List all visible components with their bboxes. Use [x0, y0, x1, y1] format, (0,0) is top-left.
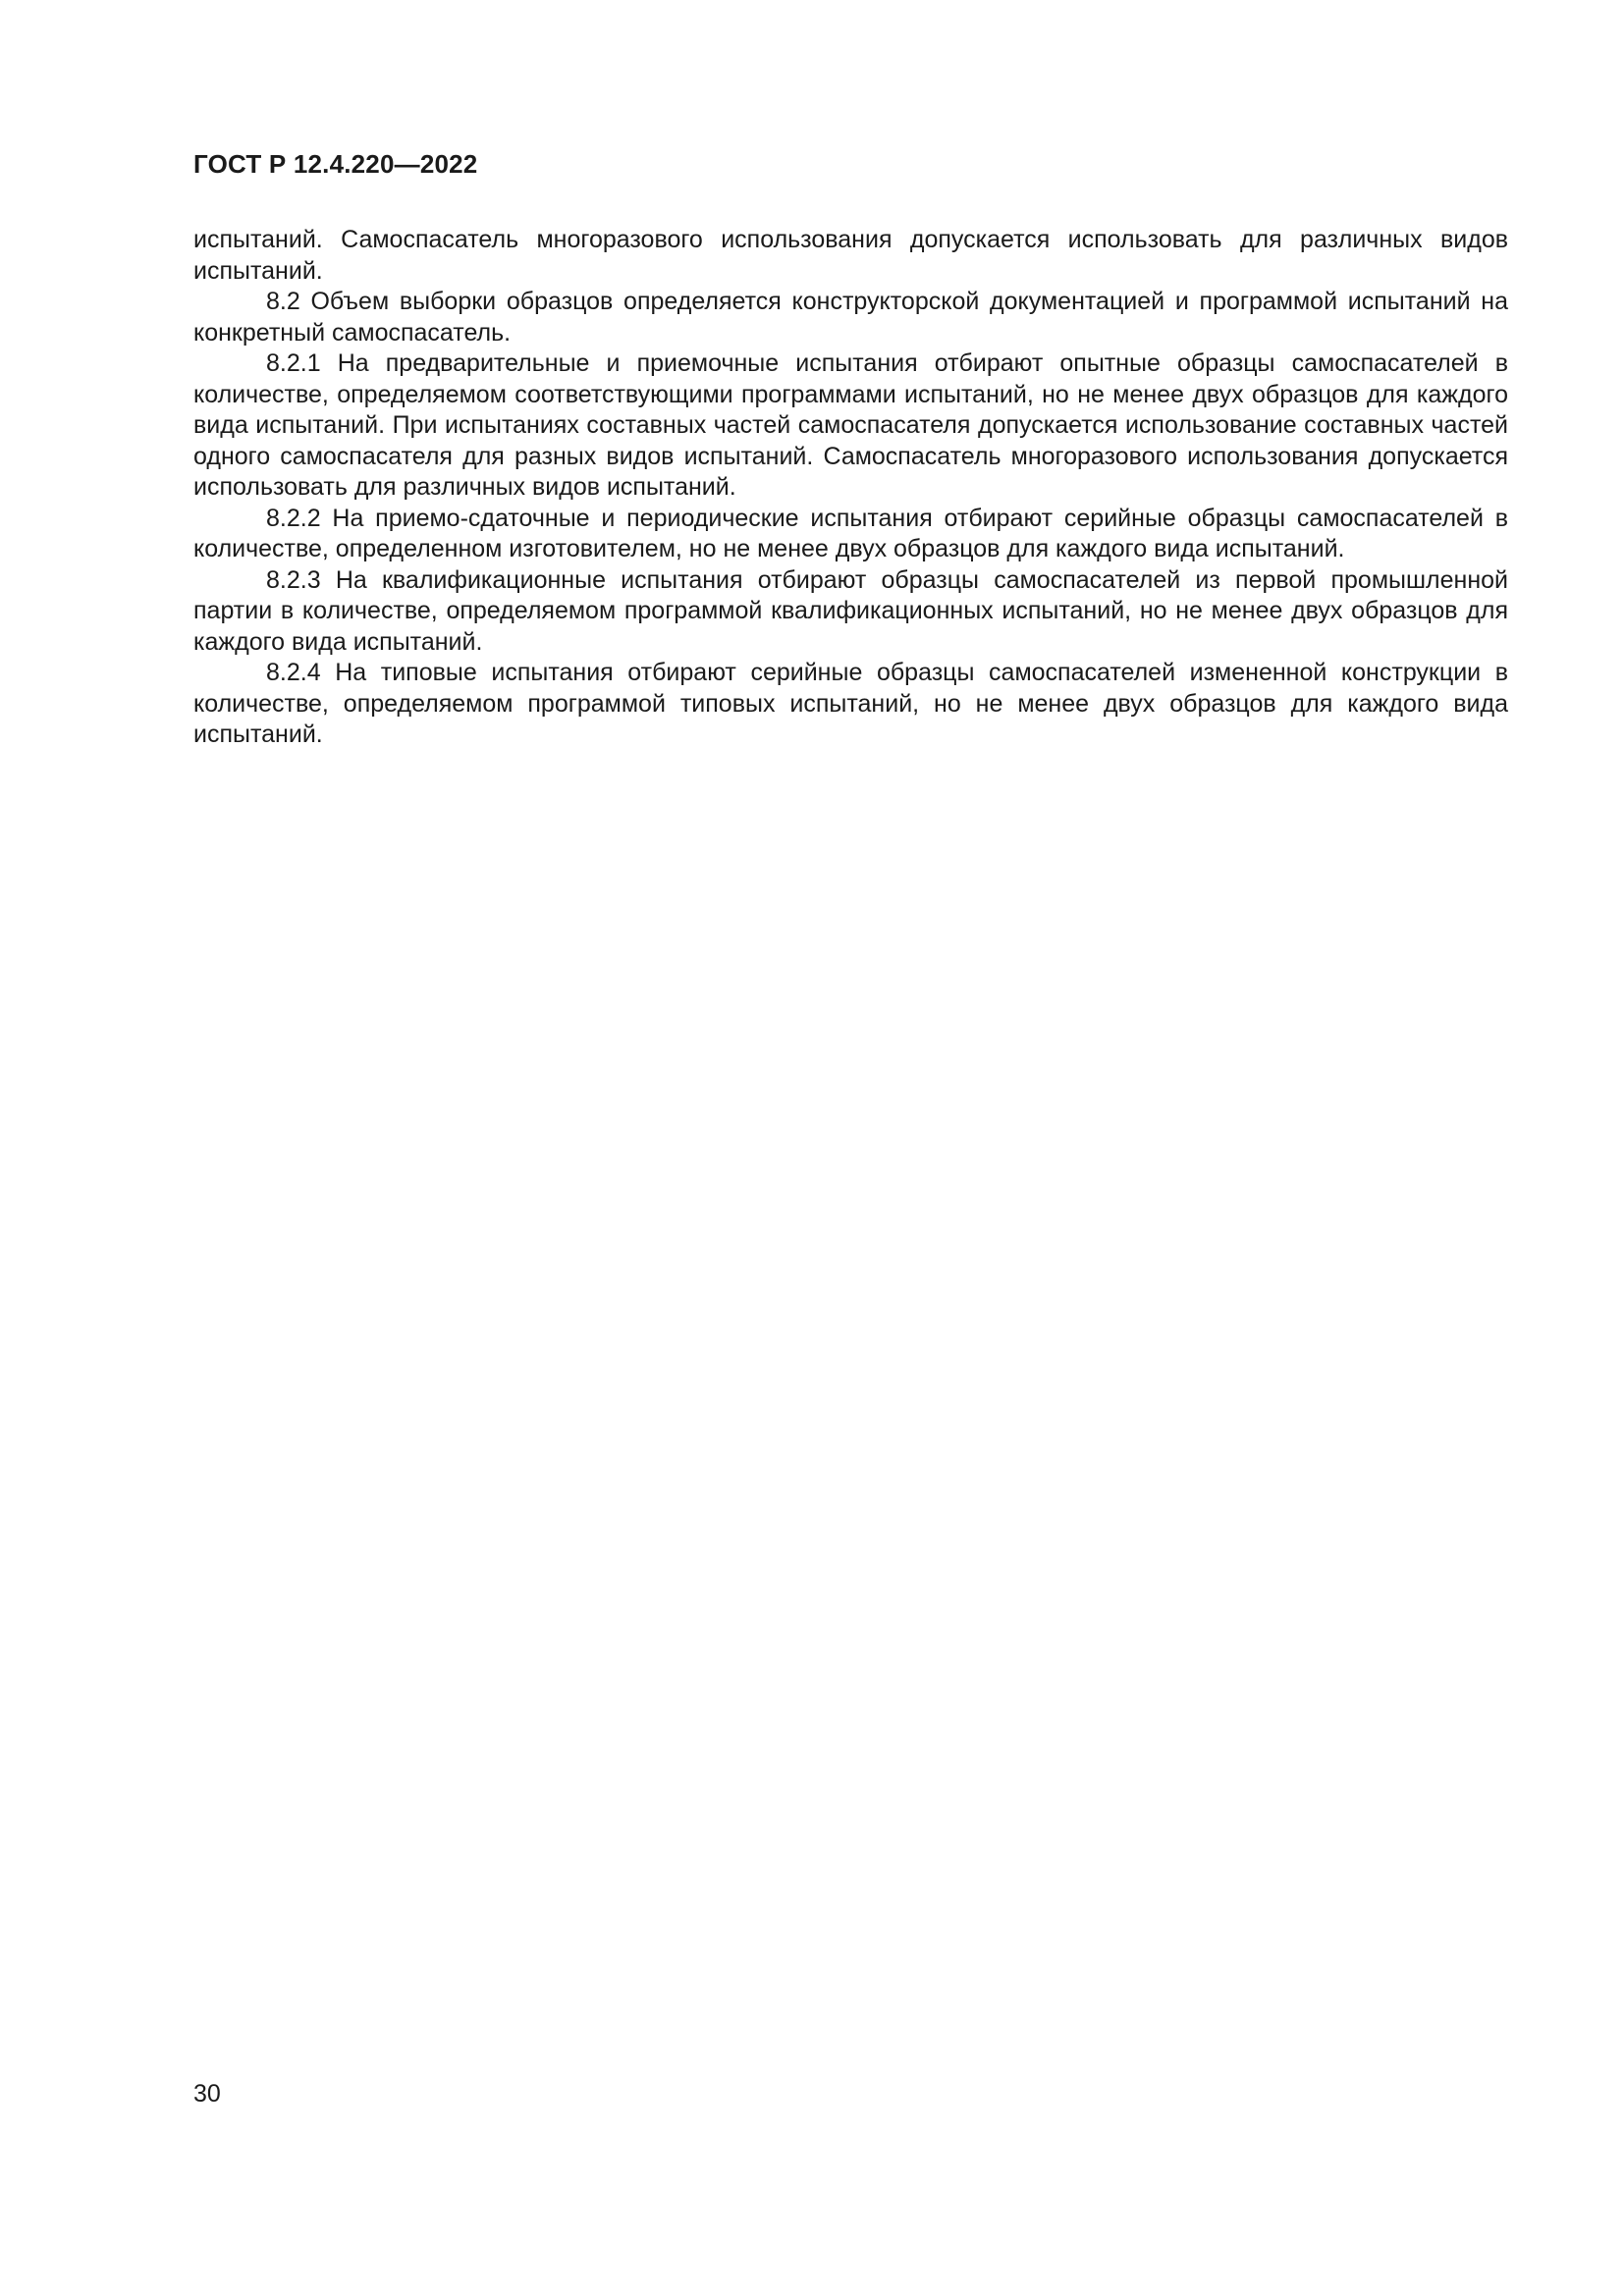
paragraph-8-2-4: 8.2.4 На типовые испытания отбирают серийные образцы самоспасателей измененной конструкции в количестве, определяемом программой типовых испытаний, но не менее двух образцов для каждого вида испытаний. — [193, 659, 1508, 748]
document-body — [193, 225, 1508, 751]
page-number: 30 — [193, 2080, 221, 2108]
paragraph-8-2-1: 8.2.1 На предварительные и приемочные испытания отбирают опытные образцы самоспасателей в количестве, определяемом соответствующими программами испытаний, но не менее двух образцов для каждого вида испытаний. При испытаниях составных частей самоспасателя допускается использование составных частей одного самоспасателя для разных видов испытаний. Самоспасатель многоразового использования допускается использовать для различных видов испытаний. — [193, 349, 1508, 501]
paragraph-8-2-3: 8.2.3 На квалификационные испытания отбирают образцы самоспасателей из первой промышленной партии в количестве, определяемом программой квалификационных испытаний, но не менее двух образцов для каждого вида испытаний. — [193, 565, 1508, 656]
paragraph-continuation: испытаний. Самоспасатель многоразового использования допускается использовать для различных видов испытаний. — [193, 226, 1508, 285]
paragraph-8-2: 8.2 Объем выборки образцов определяется конструкторской документацией и программой испытаний на конкретный самоспасатель. — [193, 288, 1508, 347]
paragraph-8-2-2: 8.2.2 На приемо-сдаточные и периодические испытания отбирают серийные образцы самоспасателей в количестве, определенном изготовителем, но не менее двух образцов для каждого вида испытаний. — [193, 504, 1508, 562]
document-header: ГОСТ Р 12.4.220—2022 — [193, 149, 478, 179]
